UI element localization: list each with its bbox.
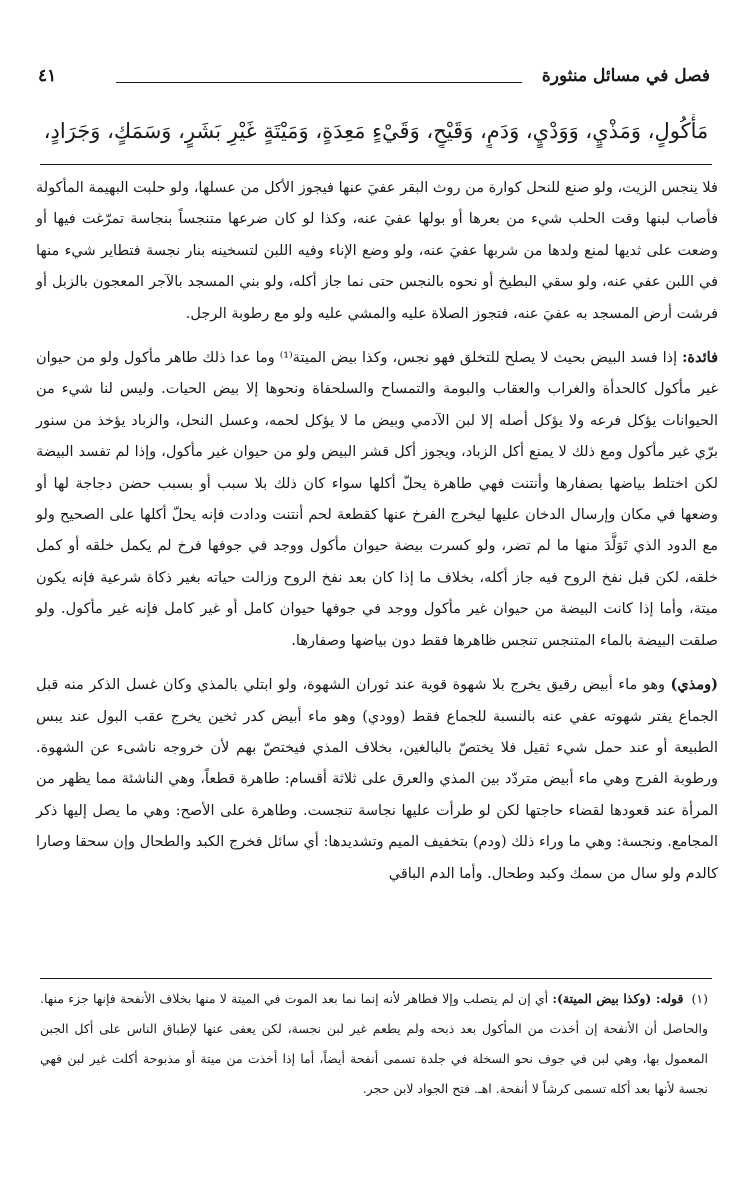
footnote-text: أي إن لم يتصلب وإلا فطاهر لأنه إنما نما بعد الموت في الميتة لا منها بخلاف الأنفحة فإنها جزء منها. والحاصل أن الأنفحة إن أخذت من المأكول بعد ذبحه ولم يطعم غير لبن نجسة، لكن يعفى عنها لإطباق الناس على أكل الجبن المعمول بها، وهي لبن في جوف نحو السخلة في جلدة تسمى أنفحة أيضاً، أما إذا أخذت من ميتة أو مذبوحة أكلت غير لبن فهي نجسة لأنها بعد أكله تسمى كرشاً لا أنفحة. اهـ. فتح الجواد لابن حجر. — [40, 991, 708, 1096]
commentary-body — [36, 172, 718, 902]
paragraph-3 — [36, 669, 718, 890]
header-rule — [116, 82, 522, 83]
paragraph-text: فلا ينجس الزيت، ولو صنع للنحل كوارة من روث البقر عفيَ عنها فيجوز الأكل من عسلها، ولو حلبت البهيمة المأكولة فأصاب لبنها وقت الحلب شيء من بعرها أو بولها عفيَ عنه، وكذا لو كان ضرعها متنجساً بنجاسة تمرّغت فيها أو وضعت على ثديها لمنع ولدها من شربها عفيَ عنه، ولو وضع الإناء وفيه اللبن لتسخينه بنار نجسة فتطاير شيء منها في اللبن عفي عنه، ولو سقي البطيخ أو نحوه بالنجس حتى نما جاز أكله، ولو بني المسجد بالآجر المعجون بالزبل أو فرشت أرض المسجد به عفيَ عنه، فتجوز الصلاة عليه والمشي عليه ولو مع رطوبة الرجل. — [36, 180, 718, 322]
paragraph-text: إذا فسد البيض بحيث لا يصلح للتخلق فهو نجس، وكذا بيض الميتة⁽¹⁾ وما عدا ذلك طاهر مأكول ولو من حيوان غير مأكول كالحدأة والغراب والعقاب والبومة والتمساح والسلحفاة ونحوها إلا بيض الحيات. وليس لنا شيء من الحيوانات يؤكل فرعه ولا يؤكل أصله إلا لبن الآدمي وبيض ما لا يؤكل لحمه، وعسل النحل، والزباد يؤخذ من سنور برّي غير مأكول ومع ذلك لا يمنع أكل الزباد، ويجوز أكل قشر البيض ولو من حيوان غير مأكول، وإذا لم تفسد البيضة لكن اختلط بياضها بصفارها وأنتنت فهي طاهرة يحلّ أكلها سواء كان ذلك بلا سبب أو بسبب حضن دجاجة لها أو وضعها في مكان وإرسال الدخان عليها ليخرج الفرخ عنها كقطعة لحم أنتنت ودادت فإنه يحلّ أكلها على الصحيح ولو مع الدود الذي تَوَلَّدَ منها ما لم تضر، ولو كسرت بيضة حيوان مأكول ووجد في جوفها فرخ لم يكمل خلقه أو كمل خلقه، لكن قبل نفخ الروح فيه جاز أكله، بخلاف ما إذا كان بعد نفخ الروح وزالت حياته بغير ذكاة شرعية فإنه يكون ميتة، وأما إذا كانت البيضة من حيوان غير مأكول ووجد في جوفها حيوان كامل أو غير كامل فإنه غير مأكول. ولو صلقت البيضة بالماء المتنجس تنجس ظاهرها فقط دون بياضها وصفارها. — [36, 350, 718, 649]
footnote-lead: قوله: (وكذا بيض الميتة): — [552, 991, 684, 1006]
matn-text-line: مَأْكُولٍ، وَمَذْيٍ، وَوَدْيٍ، وَدَمٍ، وَقَيْحٍ، وَقَيْءٍ مَعِدَةٍ، وَمَيْتَةٍ غَيْرِ بَشَرٍ، وَسَمَكٍ، وَجَرَادٍ، — [43, 119, 709, 143]
running-header — [38, 66, 710, 92]
footnote — [40, 984, 708, 1104]
paragraph-lead: (ومذي) — [670, 676, 718, 694]
paragraph-lead: فائدة: — [682, 349, 719, 367]
paragraph-2 — [36, 342, 718, 657]
footnote-mark: (١) — [691, 991, 708, 1006]
paragraph-text: وهو ماء أبيض رقيق يخرج بلا شهوة قوية عند ثوران الشهوة، ولو ابتلي بالمذي وكان غسل الذكر منه قبل الجماع يفتر شهوته عفي عنه بالنسبة للجماع فقط (وودي) وهو ماء أبيض كدر ثخين يخرج عقب البول عند يبس الطبيعة أو عند حمل شيء ثقيل فلا يختصّ بالبالغين، بخلاف المذي فيختصّ بهم لأن خروجه ناشىء عن الشهوة. ورطوبة الفرج وهي ماء أبيض متردّد بين المذي والعرق على ثلاثة أقسام: طاهرة قطعاً، وهي الناشئة مما يظهر من المرأة عند قعودها لقضاء حاجتها لكن لو طرأت عليها نجاسة تنجست. وطاهرة على الأصح: وهي ما يصل إليها ذكر المجامع. ونجسة: وهي ما وراء ذلك (ودم) بتخفيف الميم وتشديدها: أي سائل فخرج الكبد والطحال وإن سحقا وصارا كالدم ولو سال من سمك وكبد وطحال. وأما الدم الباقي — [36, 677, 718, 882]
page-number: ٤١ — [38, 66, 57, 86]
footnote-separator — [40, 978, 712, 979]
paragraph-1 — [36, 172, 718, 330]
chapter-title: فصل في مسائل منثورة — [541, 66, 710, 86]
matn-separator — [40, 164, 712, 165]
